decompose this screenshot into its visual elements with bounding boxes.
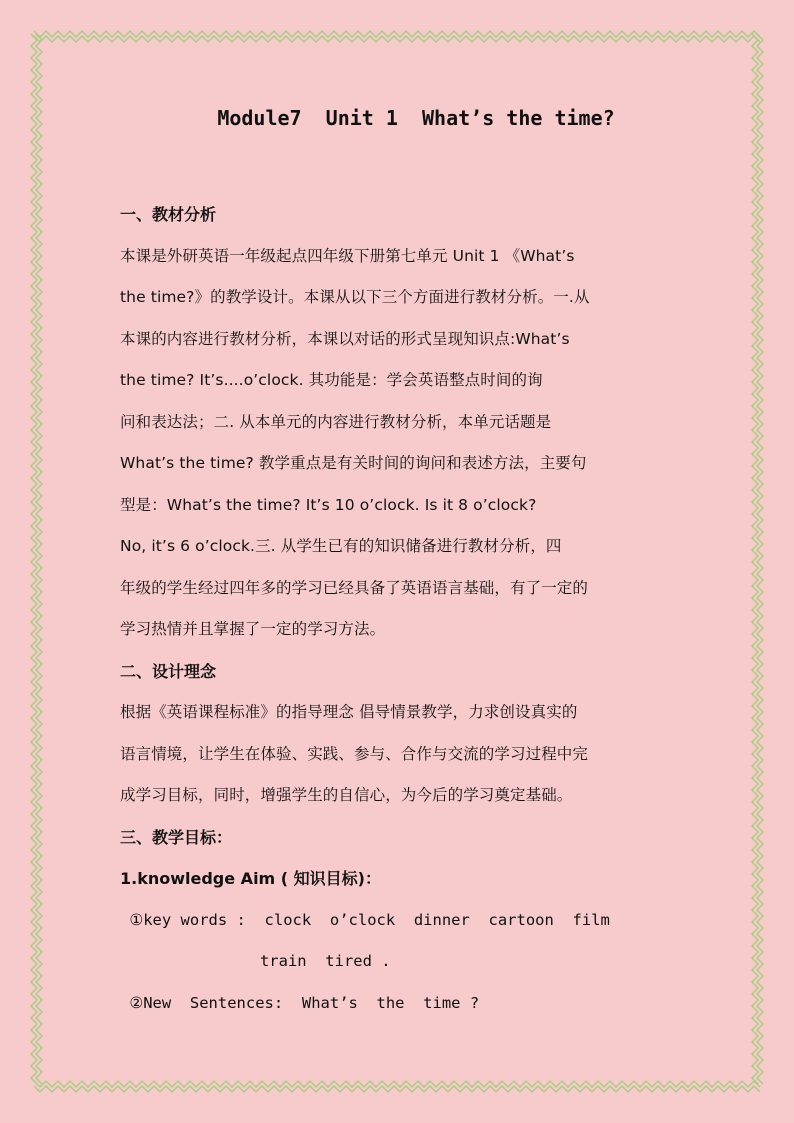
new-sentences-line: ②New Sentences: What’s the time ? (120, 993, 480, 1012)
page-title: Module7 Unit 1 What’s the time? (217, 106, 615, 130)
paragraph-line: 型是：What’s the time? It’s 10 o’clock. Is it 8 o’clock? (120, 495, 537, 514)
paragraph-line: 语言情境，让学生在体验、实践、参与、合作与交流的学习过程中完 (120, 744, 589, 763)
paragraph-line: No, it’s 6 o’clock.三. 从学生已有的知识储备进行教材分析，四 (120, 537, 562, 555)
paragraph-line: What’s the time? 教学重点是有关时间的询问和表述方法，主要句 (120, 454, 587, 472)
paragraph-line: 年级的学生经过四年多的学习已经具备了英语语言基础，有了一定的 (120, 578, 589, 597)
section-heading-design: 二、设计理念 (120, 661, 217, 681)
paragraph-line: 成学习目标，同时，增强学生的自信心，为今后的学习奠定基础。 (120, 786, 573, 804)
key-words-line-continued: train tired . (120, 952, 391, 970)
key-words-line: ①key words : clock o’clock dinner cartoon film (120, 910, 610, 929)
border-right-outer (757, 34, 763, 1084)
section-heading-objectives: 三、教学目标： (120, 827, 233, 847)
paragraph-line: the time? It’s....o’clock. 其功能是：学会英语整点时间的询 (120, 371, 543, 389)
paragraph-line: 本课是外研英语一年级起点四年级下册第七单元 Unit 1 《What’s (120, 246, 575, 265)
knowledge-aim-label: 1.knowledge Aim ( 知识目标)： (120, 869, 381, 888)
paragraph-line: the time?》的教学设计。本课从以下三个方面进行教材分析。一.从 (120, 288, 590, 306)
paragraph-line: 本课的内容进行教材分析，本课以对话的形式呈现知识点:What’s (120, 329, 570, 348)
border-left-inner (36, 34, 42, 1084)
section-heading-analysis: 一、教材分析 (120, 205, 217, 224)
document-body (120, 96, 700, 1024)
paragraph-line: 学习热情并且掌握了一定的学习方法。 (120, 620, 386, 638)
border-left-outer (31, 34, 37, 1084)
border-right-inner (752, 34, 758, 1084)
paragraph-line: 问和表达法；二. 从本单元的内容进行教材分析，本单元话题是 (120, 412, 552, 431)
paragraph-design (120, 692, 700, 817)
paragraph-line: 根据《英语课程标准》的指导理念 倡导情景教学，力求创设真实的 (120, 703, 578, 721)
paragraph-analysis (120, 236, 700, 651)
